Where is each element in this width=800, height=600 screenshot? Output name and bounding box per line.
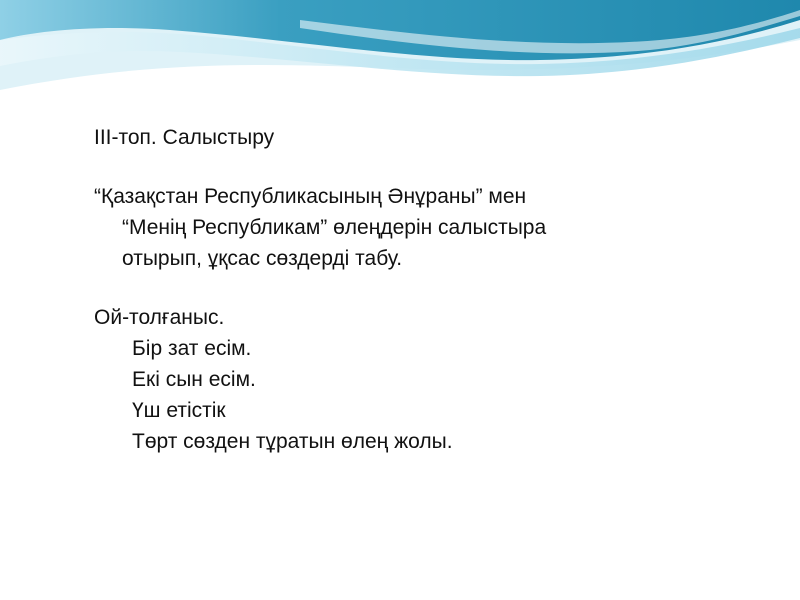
reflection-item: Екі сын есім.	[132, 368, 256, 391]
task-line-3: отырып, ұқсас сөздерді табу.	[122, 247, 403, 270]
spacer	[94, 274, 734, 302]
decorative-wave-header	[0, 0, 800, 120]
reflection-item: Бір зат есім.	[132, 337, 252, 360]
reflection-item: Төрт сөзден тұратын өлең жолы.	[132, 430, 453, 453]
slide-body	[94, 122, 734, 457]
task-line-2: “Менің Республикам” өлеңдерін салыстыра	[122, 216, 547, 239]
spacer	[94, 153, 734, 181]
reflection-title: Ой-толғаныс.	[94, 306, 225, 329]
group-heading: III-топ. Салыстыру	[94, 126, 275, 149]
task-line-1: “Қазақстан Республикасының Әнұраны” мен	[94, 185, 527, 208]
reflection-item: Үш етістік	[132, 399, 226, 422]
